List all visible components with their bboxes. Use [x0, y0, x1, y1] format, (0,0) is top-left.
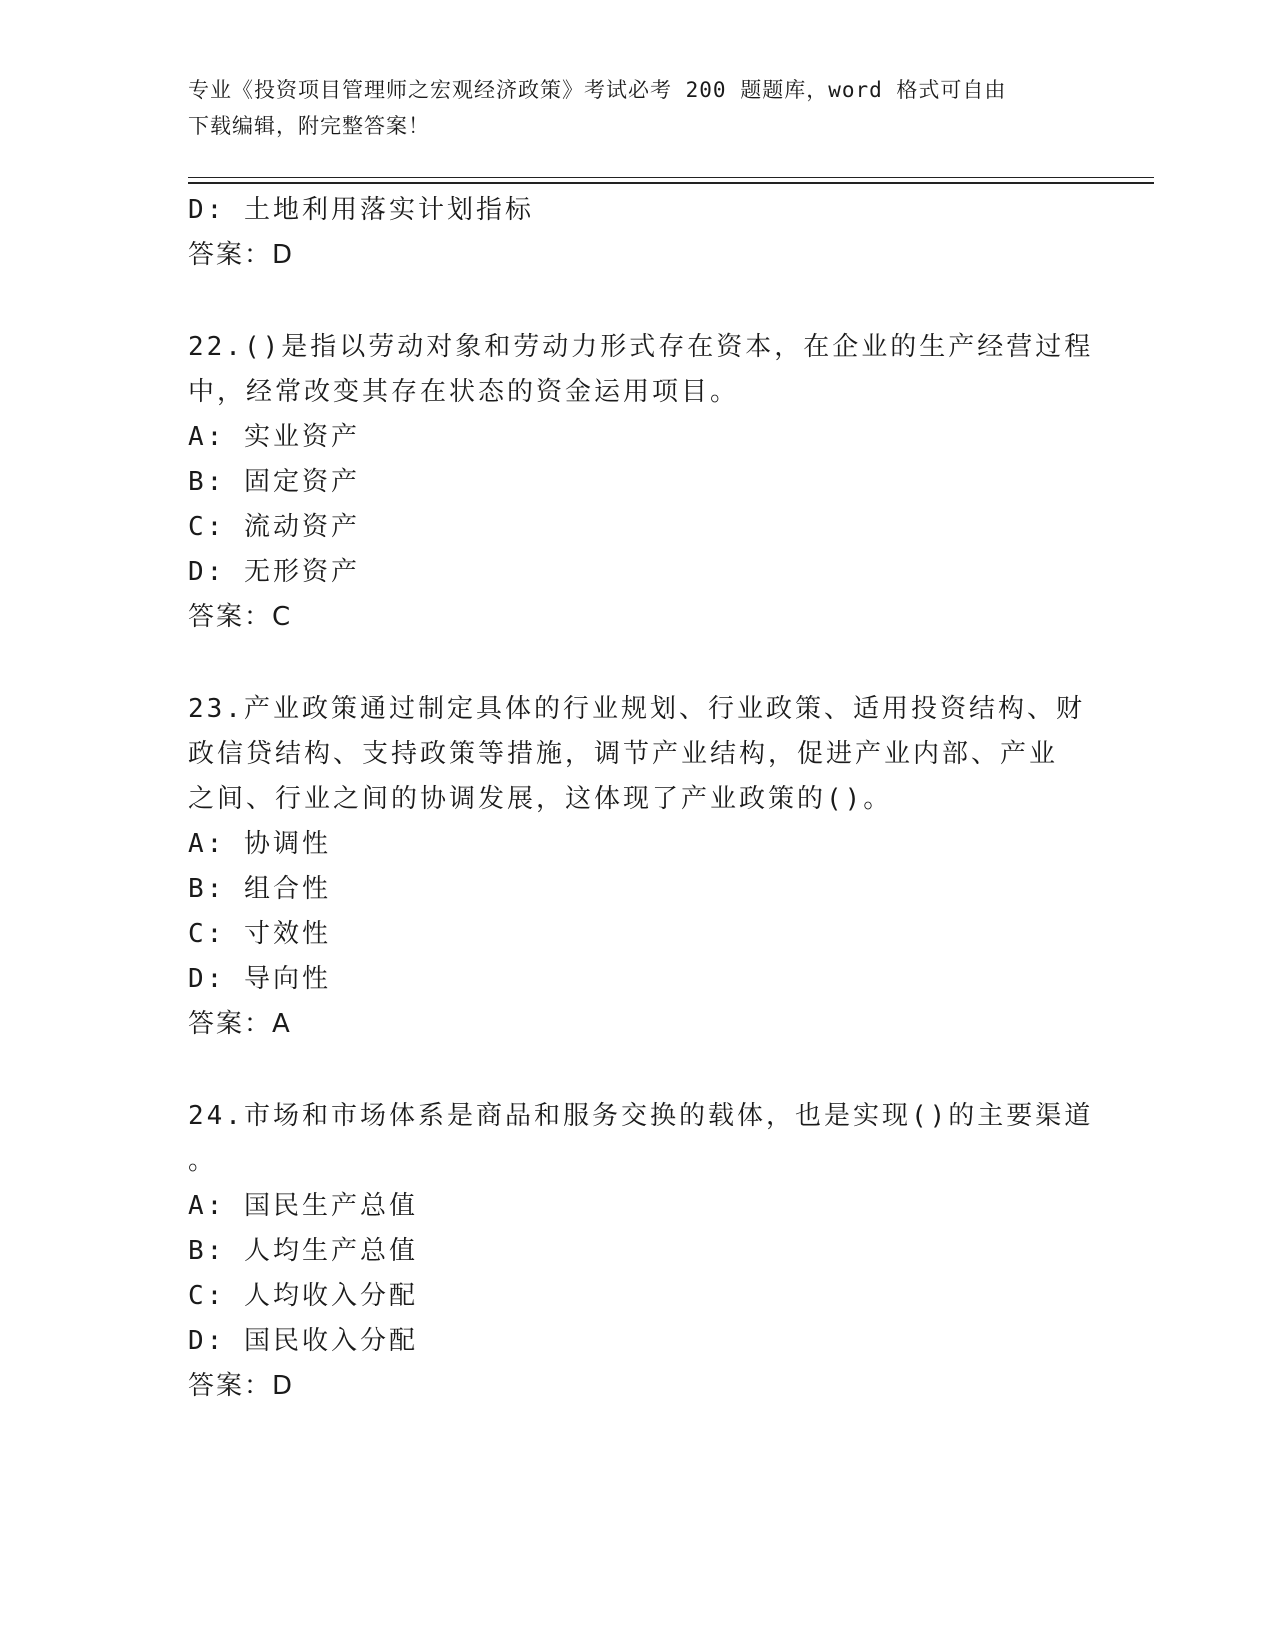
option-d: D: 无形资产 — [188, 557, 360, 587]
header-line-2: 下载编辑，附完整答案！ — [188, 114, 430, 138]
answer: 答案：D — [188, 1371, 295, 1401]
answer: 答案：D — [188, 240, 295, 270]
question-text-line-2: 。 — [188, 1146, 218, 1176]
header-rule-thick — [188, 182, 1154, 184]
question-text-line-2: 中，经常改变其存在状态的资金运用项目。 — [188, 377, 740, 407]
question-24 — [188, 1094, 1094, 1409]
answer: 答案：A — [188, 1009, 292, 1039]
option-c: C: 寸效性 — [188, 919, 331, 949]
document-header — [188, 72, 1068, 144]
option-d: D: 土地利用落实计划指标 — [188, 195, 534, 225]
option-c: C: 人均收入分配 — [188, 1281, 418, 1311]
question-text-line-3: 之间、行业之间的协调发展，这体现了产业政策的()。 — [188, 784, 893, 814]
question-text-line-1: 22.()是指以劳动对象和劳动力形式存在资本，在企业的生产经营过程 — [188, 332, 1094, 362]
option-a: A: 实业资产 — [188, 422, 360, 452]
question-list — [188, 188, 1094, 1409]
question-text-line-1: 23.产业政策通过制定具体的行业规划、行业政策、适用投资结构、财 — [188, 694, 1085, 724]
option-d: D: 导向性 — [188, 964, 331, 994]
option-a: A: 国民生产总值 — [188, 1191, 418, 1221]
question-22 — [188, 325, 1094, 640]
header-line-1: 专业《投资项目管理师之宏观经济政策》考试必考 200 题题库，word 格式可自由 — [188, 78, 1007, 102]
spacer — [188, 1047, 1088, 1094]
option-b: B: 固定资产 — [188, 467, 360, 497]
spacer — [188, 278, 1088, 325]
answer: 答案：C — [188, 602, 293, 632]
spacer — [188, 640, 1088, 687]
question-text-line-2: 政信贷结构、支持政策等措施，调节产业结构，促进产业内部、产业 — [188, 739, 1059, 769]
option-d: D: 国民收入分配 — [188, 1326, 418, 1356]
question-21 — [188, 188, 1088, 278]
option-a: A: 协调性 — [188, 829, 331, 859]
option-b: B: 组合性 — [188, 874, 331, 904]
question-23 — [188, 687, 1088, 1047]
question-text-line-1: 24.市场和市场体系是商品和服务交换的载体，也是实现()的主要渠道 — [188, 1101, 1094, 1131]
header-rule-thin — [188, 177, 1154, 178]
option-c: C: 流动资产 — [188, 512, 360, 542]
option-b: B: 人均生产总值 — [188, 1236, 418, 1266]
